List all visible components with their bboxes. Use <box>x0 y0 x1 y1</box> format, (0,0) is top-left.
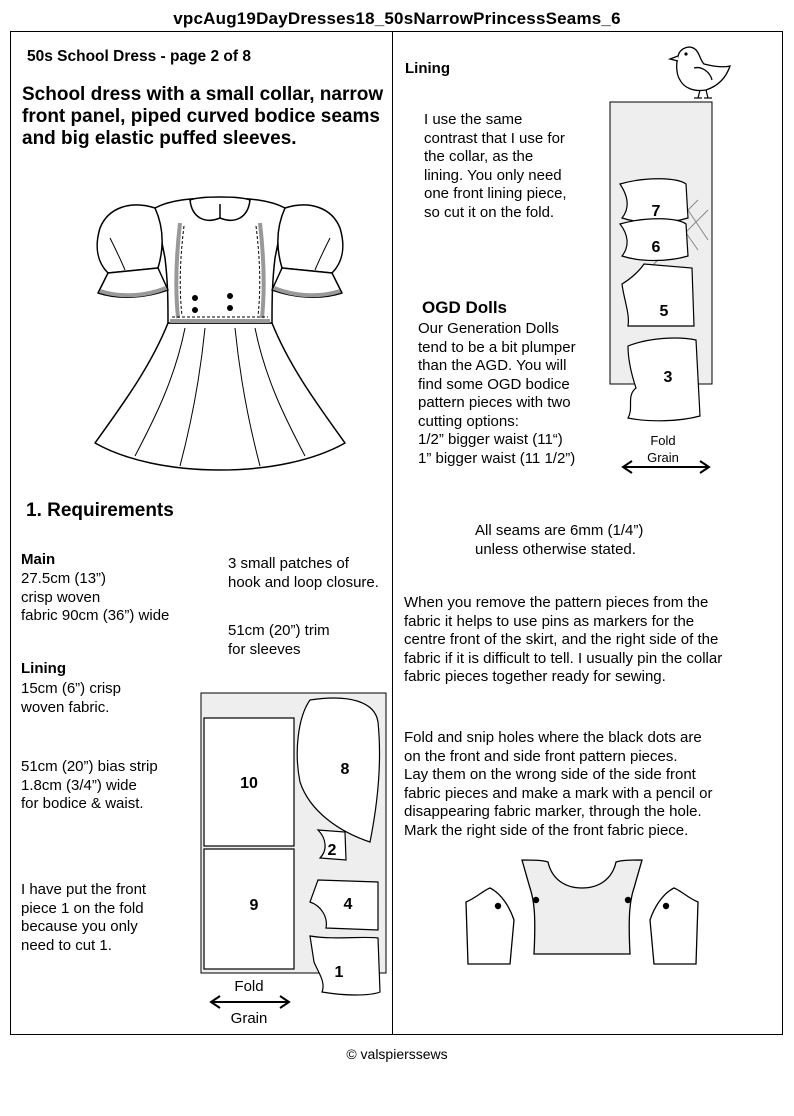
fold-label: Fold <box>234 978 264 995</box>
piece-label-1: 1 <box>334 964 344 981</box>
piece-label-3: 3 <box>663 369 673 386</box>
lining-requirements: 15cm (6”) crisp woven fabric. <box>21 680 122 716</box>
seams-note: All seams are 6mm (1/4”) unless otherwise stated. <box>475 522 644 558</box>
column-divider <box>392 31 393 1035</box>
piece-label-4: 4 <box>343 896 353 913</box>
side-front-left <box>466 888 514 964</box>
page-label: 50s School Dress - page 2 of 8 <box>27 48 251 65</box>
piece-label-6: 6 <box>651 239 661 256</box>
main-requirements: 27.5cm (13”) crisp woven fabric 90cm (36”) wide <box>21 570 170 624</box>
bird-icon <box>664 42 734 100</box>
fold-note: I have put the front piece 1 on the fold because you only need to cut 1. <box>21 881 147 954</box>
trim-requirement: 51cm (20”) trim for sleeves <box>228 622 330 658</box>
bias-requirement: 51cm (20”) bias strip 1.8cm (3/4”) wide for bodice & waist. <box>21 758 158 812</box>
main-heading: Main <box>21 551 56 568</box>
piece-label-2: 2 <box>327 842 337 859</box>
dots-text: Fold and snip holes where the black dots are on the front and side front pattern pieces. Lay them on the wrong side of the side front fabric pieces and make a mark with a pencil or disappearing fabric marker, through the hole. Mark the right side of the front fabric piece. <box>404 729 713 839</box>
ogd-heading: OGD Dolls <box>422 298 508 317</box>
piece-1 <box>310 936 380 995</box>
grain-label: Grain <box>230 1010 268 1027</box>
right-lining-heading: Lining <box>405 60 450 77</box>
main-layout-diagram <box>200 692 390 1032</box>
right-lining-text: I use the same contrast that I use for the collar, as the lining. You only need one front lining piece, so cut it on the fold. <box>424 111 567 221</box>
pins-text: When you remove the pattern pieces from the fabric it helps to use pins as markers for the centre front of the skirt, and the right side of the fabric if it is difficult to tell. I usually pin the collar fabric pieces together ready for sewing. <box>404 594 723 686</box>
front-center-piece <box>522 860 642 954</box>
lining-fold-label: Fold <box>650 433 676 448</box>
lining-grain-label: Grain <box>647 450 679 465</box>
lining-heading: Lining <box>21 660 66 677</box>
grain-arrow <box>211 996 289 1008</box>
piece-label-5: 5 <box>659 303 669 320</box>
headline: School dress with a small collar, narrow front panel, piped curved bodice seams and big elastic puffed sleeves. <box>22 84 384 149</box>
ogd-text: Our Generation Dolls tend to be a bit plumper than the AGD. You will find some OGD bodice pattern pieces with two cutting options: 1/2” bigger waist (11“) 1” bigger waist (11 1/2”) <box>418 320 576 467</box>
requirements-heading: 1. Requirements <box>26 500 174 521</box>
document-title: vpcAug19DayDresses18_50sNarrowPrincessSeams_6 <box>173 9 621 28</box>
piece-label-7: 7 <box>651 203 661 220</box>
closure-requirement: 3 small patches of hook and loop closure. <box>228 555 379 591</box>
dress-illustration <box>80 178 360 478</box>
copyright-footer: © valspierssews <box>346 1046 448 1062</box>
lining-layout-diagram <box>608 100 718 480</box>
piece-label-10: 10 <box>240 775 258 792</box>
front-pieces-diagram <box>462 854 702 970</box>
piece-label-8: 8 <box>340 761 350 778</box>
piece-label-9: 9 <box>249 897 259 914</box>
side-front-right <box>650 888 698 964</box>
